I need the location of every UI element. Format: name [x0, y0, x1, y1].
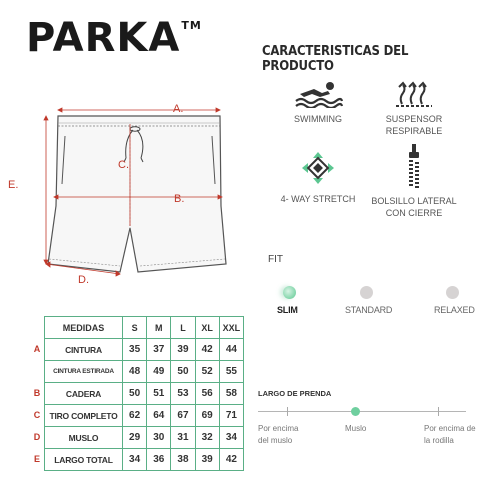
table-row — [45, 361, 244, 383]
table-cell: 49 — [147, 361, 171, 383]
diagram-label-b: B. — [174, 193, 185, 205]
table-cell: 34 — [123, 449, 147, 471]
measure-name: CADERA — [45, 383, 123, 405]
table-row — [45, 449, 244, 471]
table-cell: 35 — [123, 339, 147, 361]
row-letter: A — [33, 344, 41, 354]
table-cell: 55 — [219, 361, 243, 383]
measure-name: LARGO TOTAL — [45, 449, 123, 471]
fit-option-standard-label[interactable]: STANDARD — [345, 305, 393, 315]
diagram-label-c: C. — [118, 159, 129, 171]
fit-title: FIT — [268, 254, 283, 265]
table-cell: 50 — [171, 361, 195, 383]
brand-logo — [26, 15, 202, 61]
fit-option-relaxed-dot[interactable] — [446, 286, 459, 299]
feature-label-breathable: SUSPENSOR RESPIRABLE — [385, 114, 443, 136]
size-table-header: L — [171, 317, 195, 339]
measure-name: CINTURA ESTIRADA — [45, 361, 123, 383]
feature-stretch — [263, 148, 373, 205]
table-cell: 29 — [123, 427, 147, 449]
trademark-mark: TM — [181, 19, 202, 32]
row-letter: C — [33, 410, 41, 420]
table-cell: 64 — [147, 405, 171, 427]
size-table-header: XXL — [219, 317, 243, 339]
row-letter: B — [33, 388, 41, 398]
table-cell: 51 — [147, 383, 171, 405]
table-cell: 39 — [195, 449, 219, 471]
garment-length-scale — [258, 411, 466, 412]
size-table-header-row — [45, 317, 244, 339]
garment-length-tick — [438, 407, 439, 416]
row-letter — [30, 360, 44, 382]
table-row — [45, 339, 244, 361]
diagram-label-e: E. — [8, 179, 19, 191]
table-row — [45, 383, 244, 405]
fit-option-slim-label[interactable]: SLIM — [277, 305, 298, 315]
table-cell: 36 — [147, 449, 171, 471]
measure-name: TIRO COMPLETO — [45, 405, 123, 427]
size-table — [44, 316, 244, 471]
garment-length-option-thigh[interactable]: Muslo — [345, 424, 367, 433]
swimmer-icon — [292, 80, 344, 108]
table-cell: 38 — [171, 449, 195, 471]
brand-name: PARKA — [26, 15, 181, 61]
table-cell: 32 — [195, 427, 219, 449]
table-cell: 56 — [195, 383, 219, 405]
table-cell: 42 — [219, 449, 243, 471]
feature-label-stretch: 4- WAY STRETCH — [280, 194, 356, 204]
table-cell: 58 — [219, 383, 243, 405]
table-cell: 50 — [123, 383, 147, 405]
table-cell: 39 — [171, 339, 195, 361]
feature-swimming — [263, 80, 373, 125]
table-cell: 67 — [171, 405, 195, 427]
table-cell: 48 — [123, 361, 147, 383]
garment-length-title: LARGO DE PRENDA — [258, 389, 332, 398]
breathable-arrows-icon — [394, 80, 434, 108]
garment-length-option-above-knee[interactable]: Por encima de la rodilla — [424, 424, 476, 445]
feature-breathable — [359, 80, 469, 137]
table-cell: 37 — [147, 339, 171, 361]
measure-name: CINTURA — [45, 339, 123, 361]
table-cell: 62 — [123, 405, 147, 427]
size-table-header: M — [147, 317, 171, 339]
shorts-outline — [8, 96, 248, 291]
feature-label-swimming: SWIMMING — [294, 114, 342, 124]
size-table-row-letters — [30, 338, 44, 470]
fit-option-relaxed-label[interactable]: RELAXED — [434, 305, 475, 315]
features-title: CARACTERISTICAS DEL PRODUCTO — [262, 44, 409, 74]
zipper-icon — [404, 142, 424, 190]
feature-label-zipper-pocket: BOLSILLO LATERAL CON CIERRE — [371, 196, 457, 218]
shorts-diagram — [8, 96, 248, 291]
fit-option-standard-dot[interactable] — [360, 286, 373, 299]
measure-name: MUSLO — [45, 427, 123, 449]
diagram-label-d: D. — [78, 274, 89, 286]
garment-length-active-marker[interactable] — [351, 407, 360, 416]
row-letter: D — [33, 432, 41, 442]
feature-zipper-pocket — [359, 142, 469, 219]
table-cell: 69 — [195, 405, 219, 427]
diagram-label-a: A. — [173, 103, 184, 115]
table-cell: 31 — [171, 427, 195, 449]
garment-length-option-above-thigh[interactable]: Por encima del muslo — [258, 424, 299, 445]
four-way-stretch-icon — [298, 148, 338, 188]
table-cell: 34 — [219, 427, 243, 449]
size-table-header: S — [123, 317, 147, 339]
table-cell: 30 — [147, 427, 171, 449]
row-letter: E — [33, 454, 40, 464]
size-table-header: MEDIDAS — [45, 317, 123, 339]
table-cell: 42 — [195, 339, 219, 361]
table-cell: 71 — [219, 405, 243, 427]
table-cell: 52 — [195, 361, 219, 383]
table-cell: 53 — [171, 383, 195, 405]
fit-option-slim-dot[interactable] — [283, 286, 296, 299]
table-row — [45, 405, 244, 427]
table-cell: 44 — [219, 339, 243, 361]
garment-length-tick — [287, 407, 288, 416]
table-row — [45, 427, 244, 449]
size-table-header: XL — [195, 317, 219, 339]
